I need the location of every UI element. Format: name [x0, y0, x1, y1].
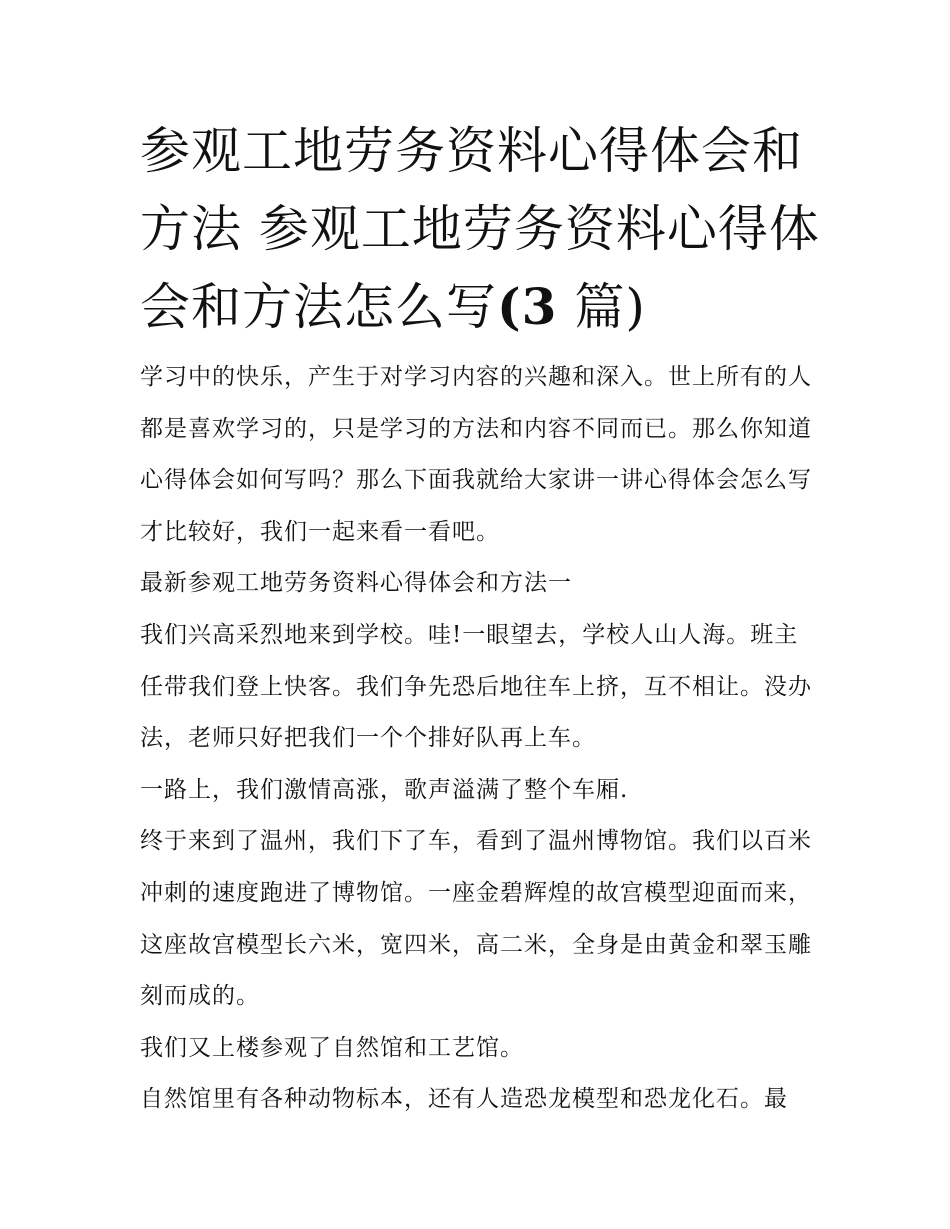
document-body [140, 352, 820, 1126]
body-paragraph: 我们又上楼参观了自然馆和工艺馆。 [140, 1034, 524, 1061]
body-paragraph: 一路上，我们激情高涨，歌声溢满了整个车厢. [140, 776, 629, 803]
section-heading: 最新参观工地劳务资料心得体会和方法一 [140, 570, 572, 597]
body-paragraph: 终于来到了温州，我们下了车，看到了温州博物馆。我们以百米冲刺的速度跑进了博物馆。一座金碧辉煌的故宫模型迎面而来，这座故宫模型长六米，宽四米，高二米，全身是由黄金和翠玉雕刻而成的。 [140, 828, 812, 1010]
title-count: (3 [497, 277, 558, 336]
body-paragraph: 我们兴高采烈地来到学校。哇!一眼望去，学校人山人海。班主任带我们登上快客。我们争先恐后地往车上挤，互不相让。没办法，老师只好把我们一个个排好队再上车。 [140, 621, 812, 752]
title-suffix: 篇) [557, 278, 646, 336]
body-paragraph: 自然馆里有各种动物标本，还有人造恐龙模型和恐龙化石。最 [140, 1086, 788, 1113]
document-title [140, 112, 820, 346]
title-text: 参观工地劳务资料心得体会和方法 参观工地劳务资料心得体会和方法怎么写 [140, 122, 820, 336]
intro-paragraph: 学习中的快乐，产生于对学习内容的兴趣和深入。世上所有的人都是喜欢学习的，只是学习的方法和内容不同而已。那么你知道心得体会如何写吗？那么下面我就给大家讲一讲心得体会怎么写才比较好，我们一起来看一看吧。 [140, 364, 812, 545]
